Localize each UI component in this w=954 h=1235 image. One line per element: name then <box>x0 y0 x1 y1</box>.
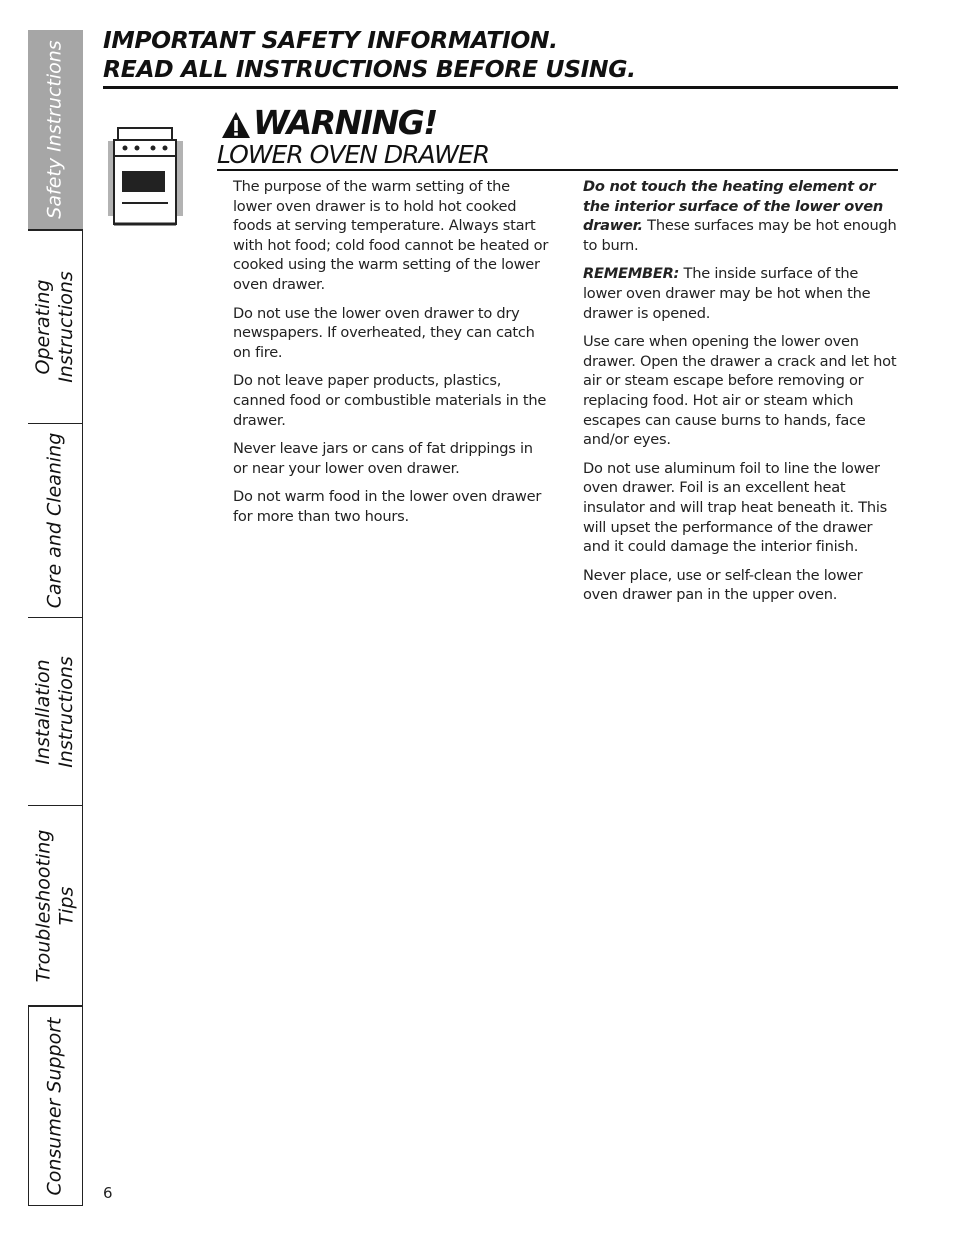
tab-troubleshooting-tips[interactable] <box>28 806 83 1006</box>
header-line-1: IMPORTANT SAFETY INFORMATION. <box>103 26 558 54</box>
paragraph: Never leave jars or cans of fat drippings in or near your lower oven drawer. <box>233 440 533 477</box>
tab-consumer-support[interactable] <box>28 1006 83 1206</box>
tab-label: Consumer Support <box>44 1016 67 1196</box>
right-column <box>583 177 901 614</box>
tab-label: Installation Instructions <box>32 655 77 768</box>
tab-operating-instructions[interactable] <box>28 230 83 424</box>
paragraph: Do not use aluminum foil to line the lower oven drawer. Foil is an excellent heat insulator and will trap heat beneath it. This will upset the performance of the drawer and it could damage the interior finish. <box>583 459 888 556</box>
paragraph: Use care when opening the lower oven drawer. Open the drawer a crack and let hot air or steam escape before removing or replacing food. Hot air or steam which escapes can cause burns to hands, face and/or eyes. <box>583 333 897 449</box>
paragraph <box>583 264 901 323</box>
tab-label: Operating Instructions <box>32 271 77 383</box>
warning-heading <box>220 103 437 142</box>
body-text: These surfaces may be hot enough to burn. <box>583 217 897 254</box>
paragraph: The purpose of the warm setting of the lower oven drawer is to hold hot cooked foods at serving temperature. Always start with hot food; cold food cannot be heated or cooked using the warm setting of the lower oven drawer. <box>233 178 549 293</box>
sidebar-tabs <box>28 30 84 1206</box>
paragraph: Never place, use or self-clean the lower oven drawer pan in the upper oven. <box>583 566 863 604</box>
tab-installation-instructions[interactable] <box>28 618 83 806</box>
header-line-2: READ ALL INSTRUCTIONS BEFORE USING. <box>103 55 636 83</box>
emphasis-text: Do not touch the heating element or the interior surface of the lower oven drawer. <box>583 178 884 235</box>
body-text: The inside surface of the lower oven drawer may be hot when the drawer is opened. <box>583 265 871 322</box>
page-number: 6 <box>103 1184 113 1202</box>
section-subtitle: LOWER OVEN DRAWER <box>217 140 490 169</box>
tab-label: Troubleshooting Tips <box>32 829 78 982</box>
tab-safety-instructions[interactable] <box>28 30 83 230</box>
subtitle-divider <box>217 169 898 171</box>
tab-care-and-cleaning[interactable] <box>28 424 83 618</box>
range-stove-icon <box>108 124 184 228</box>
tab-label: Safety Instructions <box>44 40 66 219</box>
page-header <box>103 26 898 84</box>
warning-triangle-icon <box>220 110 252 140</box>
paragraph: Do not use the lower oven drawer to dry newspapers. If overheated, they can catch on fire. <box>233 304 535 361</box>
remember-label: REMEMBER: <box>583 265 680 283</box>
warning-title: WARNING! <box>253 103 437 142</box>
paragraph: Do not leave paper products, plastics, canned food or combustible materials in the drawer. <box>233 372 547 429</box>
tab-label: Care and Cleaning <box>43 432 66 609</box>
paragraph: Do not warm food in the lower oven drawer for more than two hours. <box>233 488 542 525</box>
left-column <box>233 177 551 536</box>
header-divider <box>103 86 898 89</box>
paragraph <box>583 177 901 255</box>
